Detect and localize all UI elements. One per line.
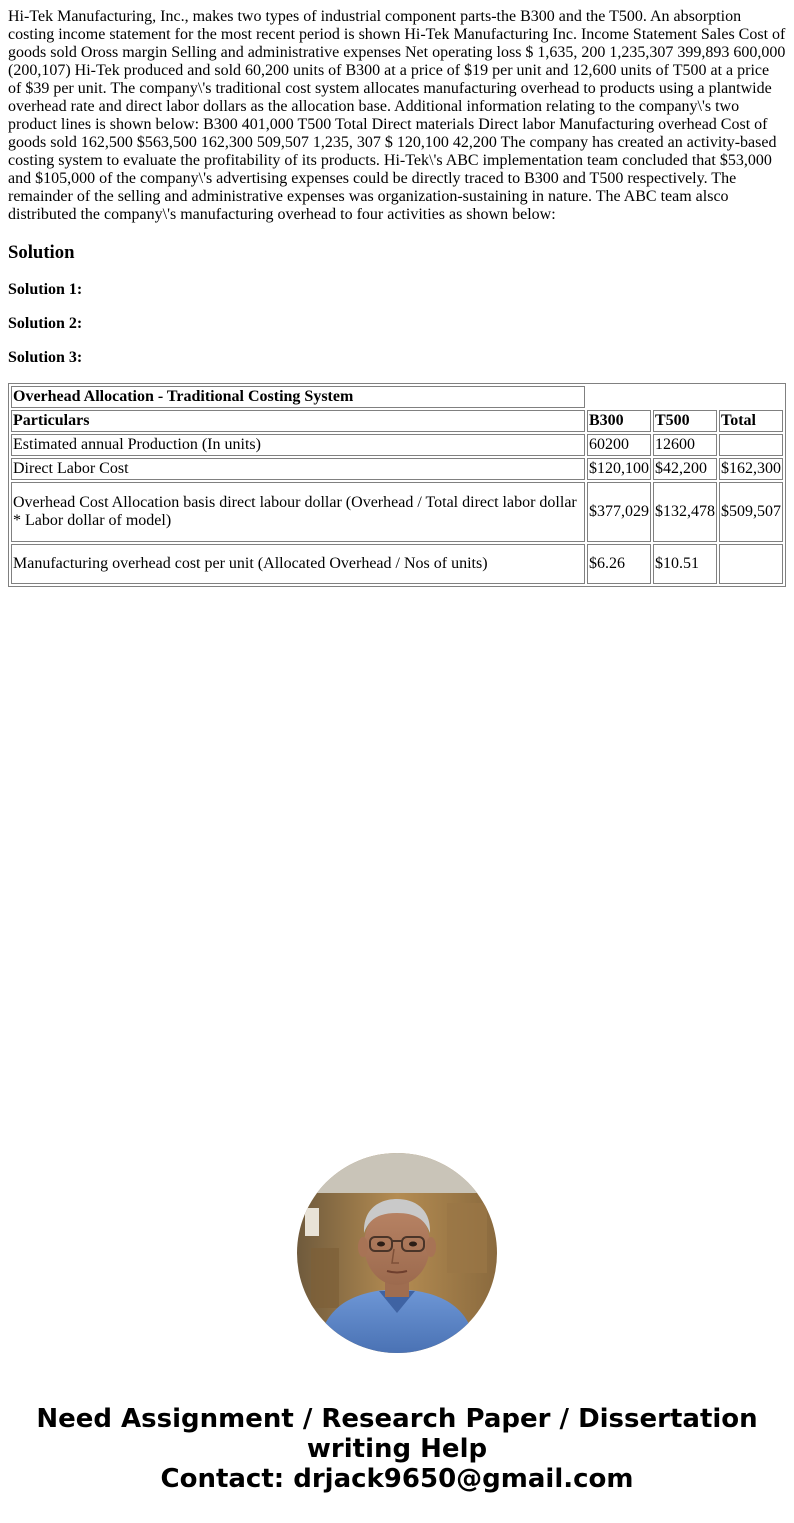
row-b300: $377,029 — [587, 482, 651, 542]
row-b300: $120,100 — [587, 458, 651, 480]
page-content — [8, 8, 786, 587]
row-label: Overhead Cost Allocation basis direct labour dollar (Overhead / Total direct labor dollar * Labor dollar of model) — [11, 482, 585, 542]
row-total — [719, 434, 783, 456]
table-row — [11, 458, 783, 480]
row-total: $162,300 — [719, 458, 783, 480]
solution-2-heading: Solution 2: — [8, 315, 83, 332]
row-b300: $6.26 — [587, 544, 651, 584]
person-photo-icon — [297, 1153, 497, 1353]
table-caption: Overhead Allocation - Traditional Costing System — [11, 386, 585, 408]
header-particulars: Particulars — [11, 410, 585, 432]
row-t500: $132,478 — [653, 482, 717, 542]
solution-heading: Solution — [8, 242, 75, 263]
header-b300: B300 — [587, 410, 651, 432]
ad-contact-line: Contact: drjack9650@gmail.com — [160, 1464, 634, 1494]
row-b300: 60200 — [587, 434, 651, 456]
solution-1-heading: Solution 1: — [8, 281, 83, 298]
table-row — [11, 544, 783, 584]
table-row — [11, 482, 783, 542]
row-t500: $10.51 — [653, 544, 717, 584]
row-total — [719, 544, 783, 584]
ad-line-2: writing Help — [306, 1434, 488, 1464]
row-t500: $42,200 — [653, 458, 717, 480]
overhead-allocation-table — [8, 383, 786, 587]
ad-line-1: Need Assignment / Research Paper / Dissertation — [36, 1404, 758, 1434]
row-label: Direct Labor Cost — [11, 458, 585, 480]
table-caption-row — [11, 386, 783, 408]
row-total: $509,507 — [719, 482, 783, 542]
avatar — [297, 1153, 497, 1353]
header-t500: T500 — [653, 410, 717, 432]
contact-advertisement — [0, 1404, 794, 1494]
header-total: Total — [719, 410, 783, 432]
row-label: Manufacturing overhead cost per unit (Allocated Overhead / Nos of units) — [11, 544, 585, 584]
solution-3-heading: Solution 3: — [8, 349, 83, 366]
problem-statement: Hi-Tek Manufacturing, Inc., makes two types of industrial component parts-the B300 and the T500. An absorption costing income statement for the most recent period is shown Hi-Tek Manufacturing Inc. Income Statement Sales Cost of goods sold Oross margin Selling and administrative expenses Net operating loss $ 1,635, 200 1,235,307 399,893 600,000 (200,107) Hi-Tek produced and sold 60,200 units of B300 at a price of $19 per unit and 12,600 units of T500 at a price of $39 per unit. The company\'s traditional cost system allocates manufacturing overhead to products using a plantwide overhead rate and direct labor dollars as the allocation base. Additional information relating to the company\'s two product lines is shown below: B300 401,000 T500 Total Direct materials Direct labor Manufacturing overhead Cost of goods sold 162,500 $563,500 162,300 509,507 1,235, 307 $ 120,100 42,200 The company has created an activity-based costing system to evaluate the profitability of its products. Hi-Tek\'s ABC implementation team concluded that $53,000 and $105,000 of the company\'s advertising expenses could be directly traced to B300 and T500 respectively. The remainder of the selling and administrative expenses was organization-sustaining in nature. The ABC team alsco distributed the company\'s manufacturing overhead to four activities as shown below: — [8, 8, 786, 223]
table-header-row — [11, 410, 783, 432]
table-row — [11, 434, 783, 456]
row-label: Estimated annual Production (In units) — [11, 434, 585, 456]
table-caption-spacer — [587, 386, 783, 408]
row-t500: 12600 — [653, 434, 717, 456]
